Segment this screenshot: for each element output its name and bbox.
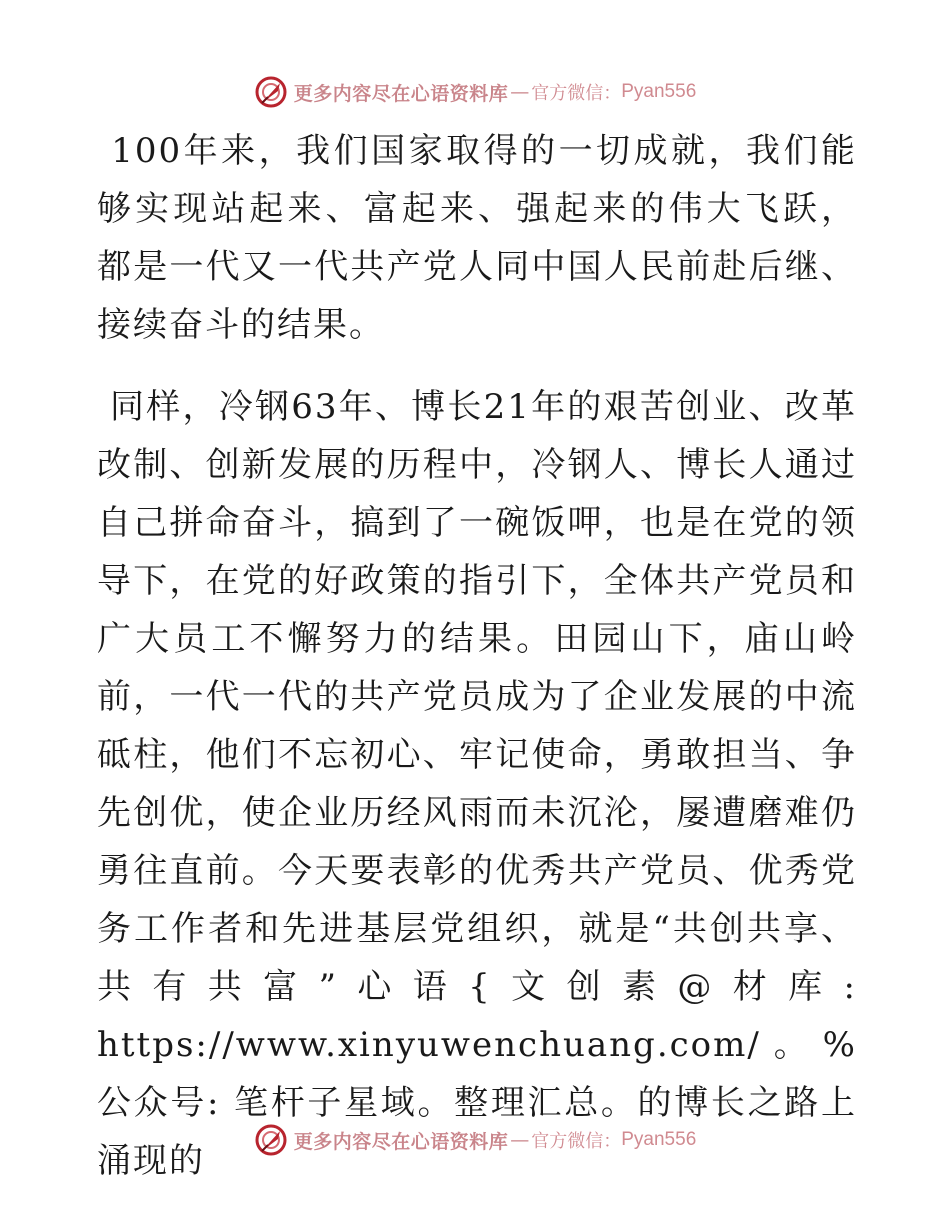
watermark-wechat-label: 官方微信： xyxy=(531,1131,622,1152)
watermark-wechat-label: 官方微信： xyxy=(531,83,622,104)
watermark-wechat-id: Pyan556 xyxy=(621,81,697,102)
footer-watermark-banner xyxy=(0,1120,950,1160)
document-body xyxy=(97,122,883,1190)
quill-logo-icon xyxy=(254,75,288,109)
watermark-separator: — xyxy=(510,81,530,103)
header-watermark-banner xyxy=(0,72,950,112)
quill-logo-icon xyxy=(254,1123,288,1157)
watermark-brand-text: 更多内容尽在心语资料库 xyxy=(293,82,509,105)
watermark-brand-text: 更多内容尽在心语资料库 xyxy=(293,1130,509,1153)
watermark-separator: — xyxy=(510,1129,530,1151)
paragraph-2: 同样，冷钢63年、博长21年的艰苦创业、改革改制、创新发展的历程中，冷钢人、博长人通过自己拼命奋斗，搞到了一碗饭呷，也是在党的领导下，在党的好政策的指引下，全体共产党员和广大员工不懈努力的结果。田园山下，庙山岭前，一代一代的共产党员成为了企业发展的中流砥柱，他们不忘初心、牢记使命，勇敢担当、争先创优，使企业历经风雨而未沉沦，屡遭磨难仍勇往直前。今天要表彰的优秀共产党员、优秀党务工作者和先进基层党组织，就是“共创共享、共有共富”心语{文创素@材库: https://www.xinyuwenchuang.com/。%公众号: 笔杆子星域。整理汇总。的博长之路上涌现的 xyxy=(97,387,870,1181)
paragraph-1: 100年来，我们国家取得的一切成就，我们能够实现站起来、富起来、强起来的伟大飞跃， 都是一代又一代共产党人同中国人民前赴后继、接续奋斗的结果。 xyxy=(97,131,883,345)
watermark-wechat-id: Pyan556 xyxy=(621,1129,697,1150)
